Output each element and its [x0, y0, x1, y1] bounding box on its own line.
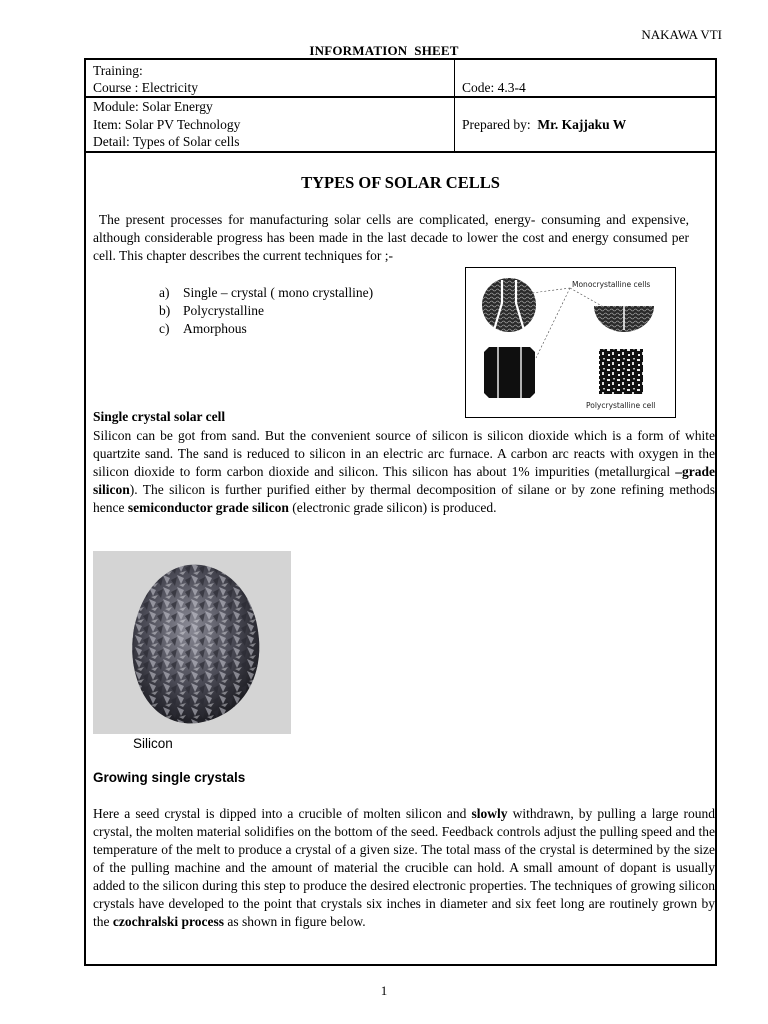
list-item: b) Polycrystalline [159, 303, 264, 318]
item-field: Item: Solar PV Technology [93, 117, 241, 132]
poly-cell [599, 349, 643, 394]
mono-wafer-round [482, 278, 536, 332]
table-divider [86, 151, 715, 153]
silicon-photo [93, 551, 291, 734]
document-frame [84, 58, 717, 966]
list-item: a) Single – crystal ( mono crystalline) [159, 285, 374, 300]
training-label: Training: [93, 63, 143, 78]
solar-cells-illustration [466, 268, 675, 417]
list-item: c) Amorphous [159, 321, 247, 336]
photo-caption: Silicon [133, 736, 173, 751]
single-crystal-paragraph: Silicon can be got from sand. But the convenient source of silicon is silicon dioxide which is a form of white quartzite sand. The sand is reduced to silicon in an electric arc furnace. A carbon arc reacts with oxygen in the silicon dioxide to form carbon dioxide and silicon. This silicon has about 1% impurities (metallurgical –grade silicon). The silicon is further purified either by thermal decomposition of silane or by zone refining methods hence semiconductor grade silicon (electronic grade silicon) is produced. [93, 428, 715, 515]
types-list [159, 284, 373, 338]
solar-cells-figure [465, 267, 676, 418]
poly-label: Polycrystalline cell [586, 401, 656, 410]
mono-label: Monocrystalline cells [572, 280, 651, 289]
table-column-divider [454, 60, 455, 151]
institution-name: NAKAWA VTI [641, 27, 722, 42]
growing-crystals-paragraph: Here a seed crystal is dipped into a crucible of molten silicon and slowly withdrawn, by pulling a large round crystal, the molten material solidifies on the bottom of the seed. Feedback controls adjust the pulling speed and the temperature of the melt to produce a crystal of a given size. The total mass of the crystal is determined by the size of the pulling machine and the amount of material the crucible can hold. A small amount of dopant is usually added to the silicon during this step to produce the desired electronic properties. The techniques of growing silicon crystals have developed to the point that crystals six inches in diameter and six feet long are routinely grown by the czochralski process as shown in figure below. [93, 806, 715, 929]
code-field: Code: 4.3-4 [462, 80, 526, 95]
prepared-by-field [462, 117, 626, 134]
mono-cell-square [484, 347, 535, 398]
single-crystal-heading: Single crystal solar cell [93, 409, 226, 424]
detail-field: Detail: Types of Solar cells [93, 134, 240, 149]
module-field: Module: Solar Energy [93, 99, 213, 114]
growing-crystals-heading: Growing single crystals [93, 770, 246, 785]
intro-paragraph: The present processes for manufacturing solar cells are complicated, energy- consuming and expensive, although considerable progress has been made in the last decade to lower the cost and energy consumed per cell. This chapter describes the current techniques for ;- [93, 212, 693, 263]
author-name: Mr. Kajjaku W [537, 117, 627, 132]
course-field: Course : Electricity [93, 80, 198, 95]
page-number: 1 [380, 983, 388, 998]
prepared-by-label: Prepared by: [462, 117, 531, 132]
document-heading: TYPES OF SOLAR CELLS [301, 173, 500, 192]
sheet-title: INFORMATION SHEET [309, 43, 459, 58]
